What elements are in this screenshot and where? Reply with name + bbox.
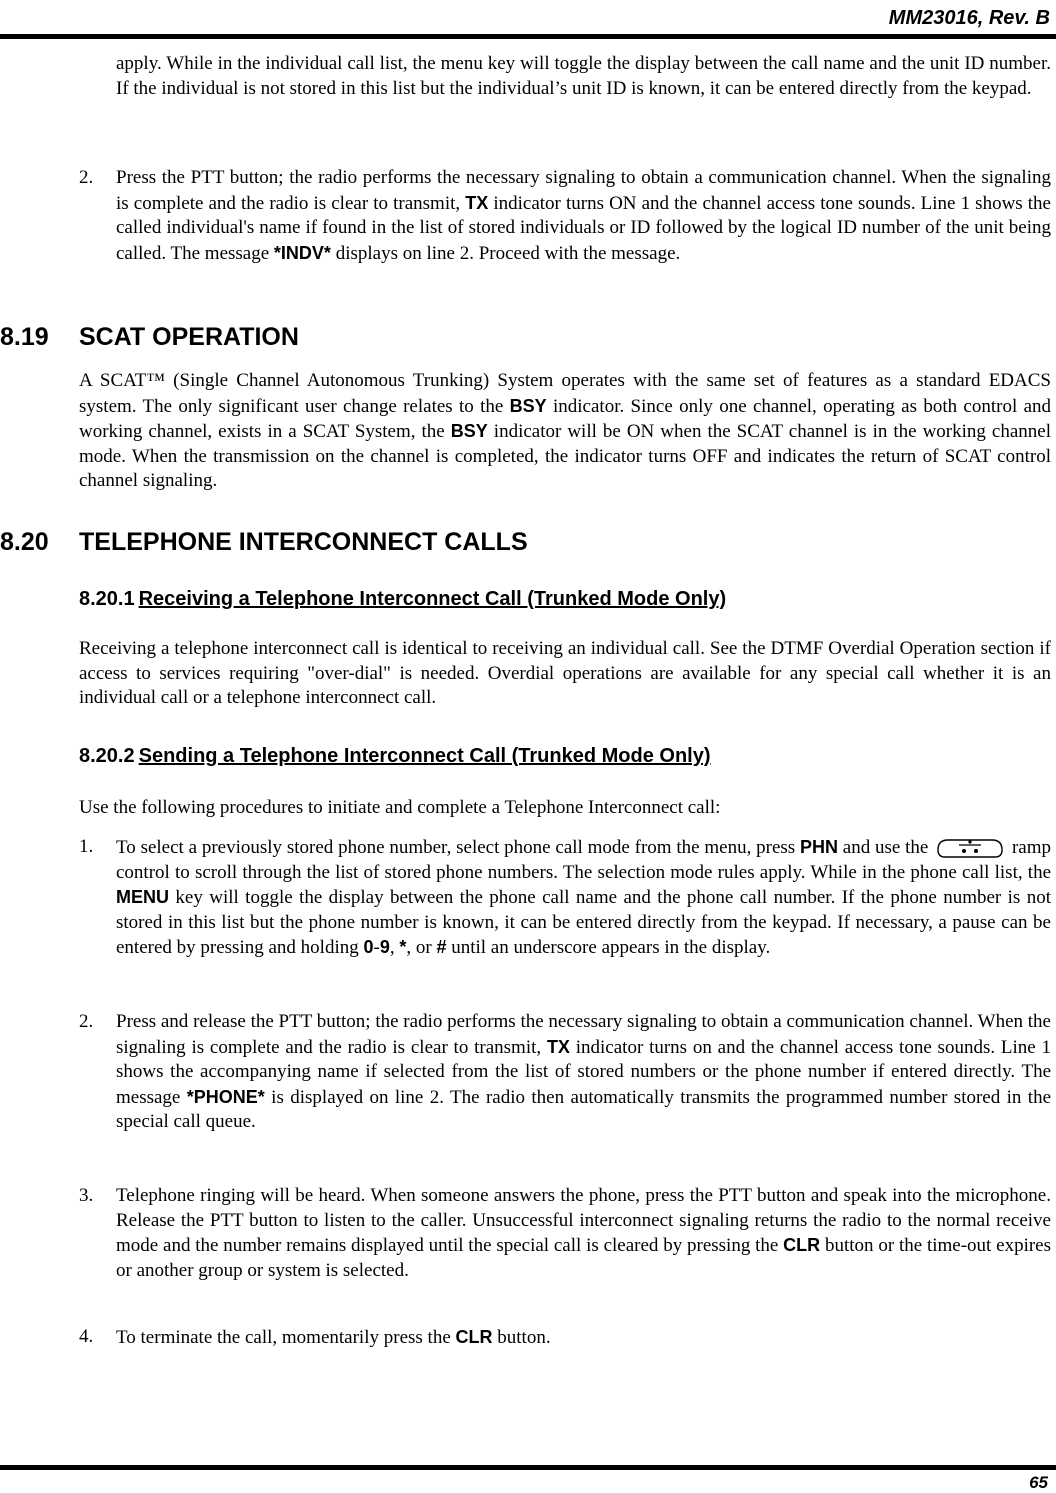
key-0: 0 bbox=[363, 937, 374, 957]
tx-indicator: TX bbox=[465, 192, 489, 213]
intro-continuation: apply. While in the individual call list, the menu key will toggle the display between the call name and the unit ID number. If the individual is not stored in this list but the individual’s unit ID is known, it can be entered directly from the keypad. bbox=[116, 53, 1051, 99]
scat-operation-paragraph: A SCAT™ (Single Channel Autonomous Trunking) System operates with the same set of features as a standard EDACS system. The only significant user change relates to the BSY indicator. Since only one channel, operating as both control and working channel, exists in a SCAT System, the BSY indicator will be ON when the SCAT channel is in the working channel mode. When the transmission on the channel is completed, the indicator turns OFF and indicates the return of SCAT control channel signaling. bbox=[79, 370, 1052, 491]
step-number: 1. bbox=[79, 836, 94, 857]
ramp-control-icon bbox=[935, 837, 1005, 859]
subsection-number: 8.20.1 bbox=[79, 588, 135, 610]
header-rule bbox=[0, 34, 1056, 39]
phn-button-label: PHN bbox=[799, 837, 838, 857]
clr-button-label: CLR bbox=[455, 1327, 493, 1347]
page-number: 65 bbox=[1029, 1473, 1048, 1492]
step-text: To terminate the call, momentarily press the CLR button. bbox=[116, 1327, 551, 1348]
subsection-heading-8-20-1 bbox=[79, 586, 726, 612]
key-hash: # bbox=[436, 937, 447, 957]
sending-step-4 bbox=[79, 1325, 1051, 1351]
step-text: Press and release the PTT button; the radio performs the necessary signaling to obtain a communication channel. When the signaling is complete and the radio is clear to transmit, TX indicator turns on and the channel access tone sounds. Line 1 shows the accompanying name if selected from the list of stored numbers or the phone number if entered directly. The message *PHONE* is displayed on line 2. The radio then automatically transmits the programmed number stored in the special call queue. bbox=[116, 1011, 1052, 1132]
key-9: 9 bbox=[379, 937, 390, 957]
subsection-title: Receiving a Telephone Interconnect Call (Trunked Mode Only) bbox=[138, 588, 727, 610]
step-number: 2. bbox=[79, 1011, 94, 1032]
page-header-title: MM23016, Rev. B bbox=[888, 7, 1050, 29]
receiving-interconnect-paragraph: Receiving a telephone interconnect call is identical to receiving an individual call. See the DTMF Overdial Operation section if access to services requiring "over-dial" is needed. Overdial operations are available for any special call whether it is an individual call or a telephone interconnect call. bbox=[79, 638, 1051, 708]
section-number: 8.19 bbox=[0, 323, 49, 351]
step-number: 2. bbox=[79, 167, 94, 188]
subsection-number: 8.20.2 bbox=[79, 745, 135, 767]
indv-message: *INDV* bbox=[273, 242, 331, 263]
step-number: 3. bbox=[79, 1185, 94, 1206]
bsy-indicator: BSY bbox=[509, 395, 547, 416]
sending-intro: Use the following procedures to initiate and complete a Telephone Interconnect call: bbox=[79, 797, 721, 818]
sending-step-3 bbox=[79, 1184, 1051, 1283]
sending-step-2 bbox=[79, 1010, 1051, 1135]
section-title: SCAT OPERATION bbox=[79, 323, 299, 351]
intro-step-2 bbox=[79, 166, 1051, 266]
key-star: * bbox=[399, 937, 407, 957]
step-text: Press the PTT button; the radio performs the necessary signaling to obtain a communication channel. When the signaling is complete and the radio is clear to transmit, TX indicator turns ON and the channel access tone sounds. Line 1 shows the called individual's name if found in the list of stored individuals or ID followed by the logical ID number of the unit being called. The message *INDV* displays on line 2. Proceed with the message. bbox=[116, 167, 1051, 264]
step-text: To select a previously stored phone number, select phone call mode from the menu, press PHN and use the ramp control to scroll through the list of stored phone numbers. The selection mode rules apply. While in the phone call list, the MENU key will toggle the display between the phone call name and the phone call number. If the phone number is not stored in this list but the phone number is known, it can be entered directly from the keypad. If necessary, a pause can be entered by pressing and holding 0-9, *, or # until an underscore appears in the display. bbox=[116, 837, 1051, 958]
section-number: 8.20 bbox=[0, 528, 49, 556]
step-text: Telephone ringing will be heard. When someone answers the phone, press the PTT button and speak into the microphone. Release the PTT button to listen to the caller. Unsuccessful interconnect signaling returns the radio to the normal receive mode and the number remains displayed until the special call is cleared by pressing the CLR button or the time-out expires or another group or system is selected. bbox=[116, 1185, 1051, 1281]
subsection-title: Sending a Telephone Interconnect Call (Trunked Mode Only) bbox=[138, 745, 711, 767]
footer-rule bbox=[0, 1465, 1056, 1470]
phone-message: *PHONE* bbox=[186, 1086, 265, 1107]
subsection-heading-8-20-2 bbox=[79, 743, 711, 769]
sending-step-1 bbox=[79, 835, 1051, 961]
tx-indicator: TX bbox=[546, 1036, 570, 1057]
bsy-indicator: BSY bbox=[450, 421, 488, 441]
menu-key-label: MENU bbox=[116, 887, 169, 907]
clr-button-label: CLR bbox=[783, 1235, 821, 1255]
section-title: TELEPHONE INTERCONNECT CALLS bbox=[79, 528, 528, 556]
step-number: 4. bbox=[79, 1326, 94, 1347]
